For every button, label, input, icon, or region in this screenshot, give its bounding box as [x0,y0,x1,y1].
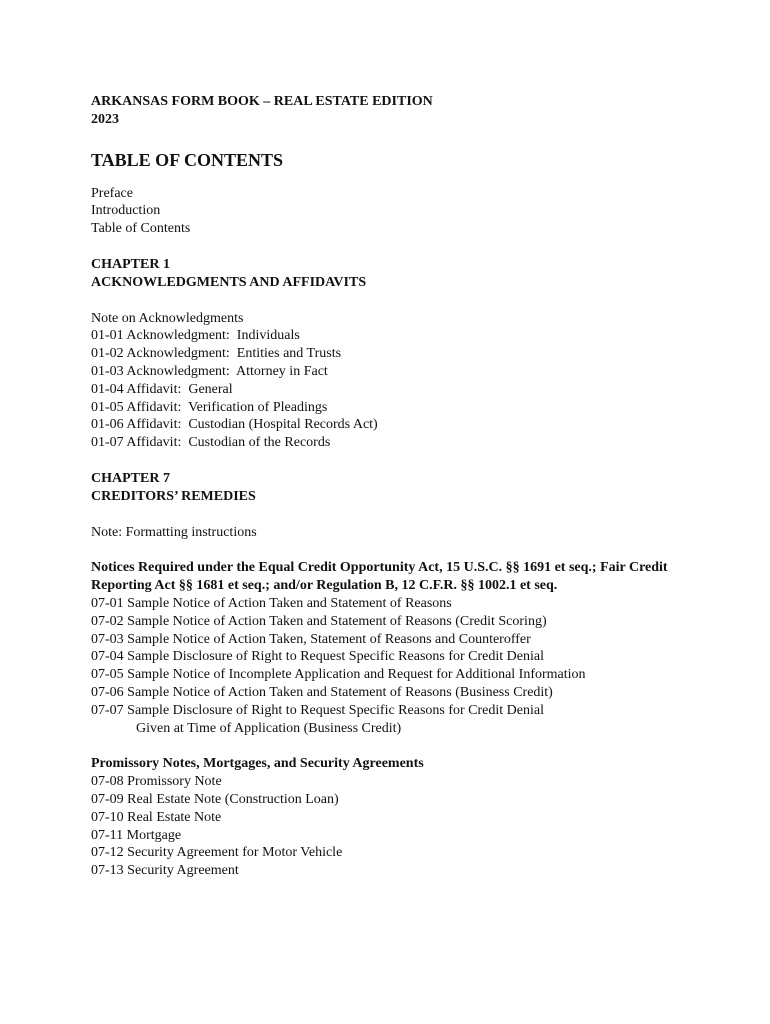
chapter-1-number: CHAPTER 1 [91,256,170,272]
toc-entry: 07-07 Sample Disclosure of Right to Request Specific Reasons for Credit Denial [91,702,544,718]
book-year: 2023 [91,111,119,127]
document-page [91,93,691,880]
section-heading-ecoa-notices: Notices Required under the Equal Credit Opportunity Act, 15 U.S.C. §§ 1691 et seq.; Fair Credit Reporting Act §§ 1681 et seq.; and/or Regulation B, 12 C.F.R. §§ 1002.1 et seq. [91,560,668,594]
toc-entry: 01-02 Acknowledgment: Entities and Trusts [91,346,342,362]
toc-entry: 01-01 Acknowledgment: Individuals [91,328,300,344]
toc-entry: 07-03 Sample Notice of Action Taken, Statement of Reasons and Counteroffer [91,631,531,647]
book-title: ARKANSAS FORM BOOK – REAL ESTATE EDITION [91,94,433,109]
toc-entry: 01-03 Acknowledgment: Attorney in Fact [91,363,328,379]
chapter-7-title: CREDITORS’ REMEDIES [91,488,256,504]
toc-entry: 07-08 Promissory Note [91,774,222,790]
toc-entry: 07-09 Real Estate Note (Construction Loan) [91,791,339,807]
toc-heading: TABLE OF CONTENTS [91,149,284,170]
toc-entry: 07-10 Real Estate Note [91,809,222,825]
toc-entry: 07-06 Sample Notice of Action Taken and Statement of Reasons (Business Credit) [91,684,553,700]
toc-entry: 01-07 Affidavit: Custodian of the Records [91,435,331,451]
toc-entry-table-of-contents: Table of Contents [91,221,191,237]
toc-entry: 07-02 Sample Notice of Action Taken and Statement of Reasons (Credit Scoring) [91,613,547,629]
toc-entry: 07-12 Security Agreement for Motor Vehicle [91,845,343,861]
toc-entry: 07-01 Sample Notice of Action Taken and Statement of Reasons [91,595,452,611]
toc-entry-introduction: Introduction [91,203,161,219]
toc-entry-continuation: Given at Time of Application (Business Credit) [136,720,402,736]
chapter-7-note: Note: Formatting instructions [91,524,257,540]
toc-entry: 07-04 Sample Disclosure of Right to Request Specific Reasons for Credit Denial [91,649,544,665]
chapter-7-number: CHAPTER 7 [91,470,170,486]
section-heading-promissory-notes: Promissory Notes, Mortgages, and Security Agreements [91,756,424,772]
toc-entry: 01-05 Affidavit: Verification of Pleadings [91,399,328,415]
toc-entry: 01-06 Affidavit: Custodian (Hospital Records Act) [91,417,378,433]
toc-entry: Note on Acknowledgments [91,310,244,326]
toc-entry-preface: Preface [91,185,133,201]
toc-entry: 07-11 Mortgage [91,827,182,843]
toc-entry: 07-05 Sample Notice of Incomplete Application and Request for Additional Information [91,667,586,683]
chapter-1-title: ACKNOWLEDGMENTS AND AFFIDAVITS [91,274,367,290]
toc-entry: 07-13 Security Agreement [91,863,239,879]
toc-entry: 01-04 Affidavit: General [91,381,233,397]
